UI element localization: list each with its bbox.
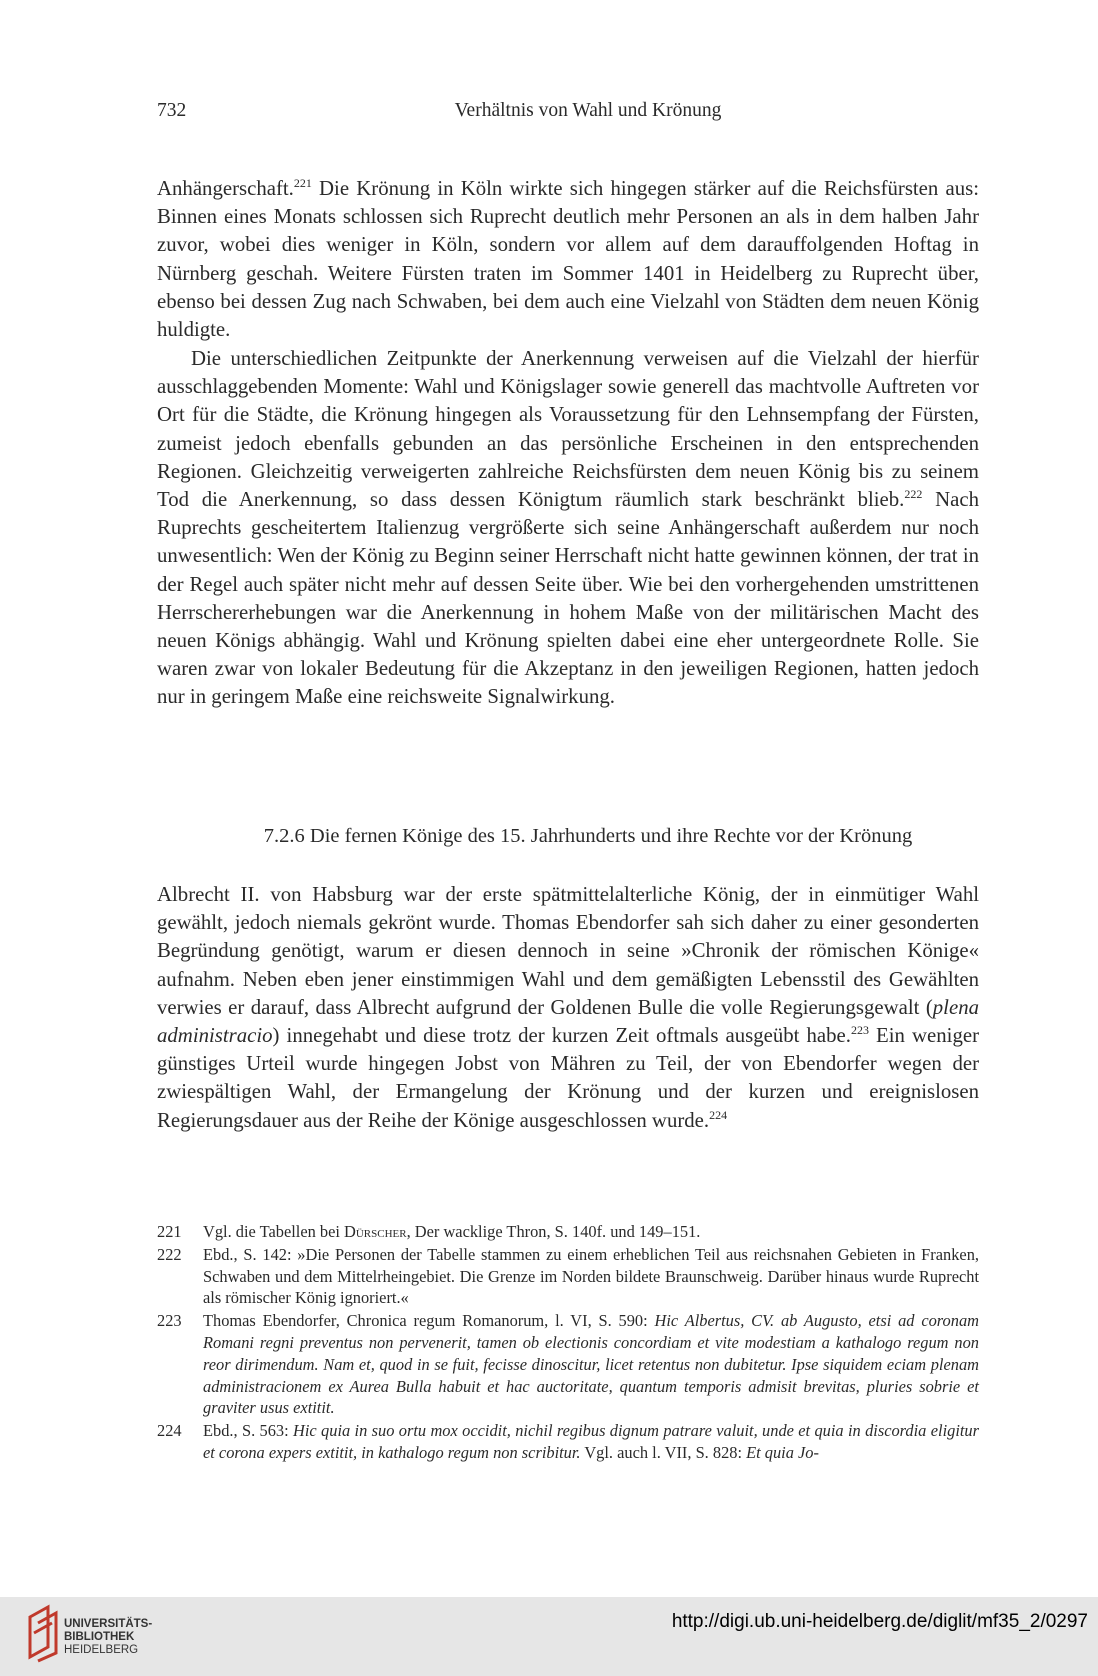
footer-bar xyxy=(0,1597,1098,1676)
footnote-ref-221[interactable]: 221 xyxy=(293,176,312,191)
footnote-224: 224 Ebd., S. 563: Hic quia in suo ortu mox occidit, nichil regibus dignum patrare valuit, unde et quia in discordia eligitur et corona expers extitit, in kathalogo regum non scribitur. Vgl. auch l. VII, S. 828: Et quia Jo- xyxy=(157,1421,979,1462)
footnote-number: 221 xyxy=(157,1222,182,1241)
footnote-ref-222[interactable]: 222 xyxy=(904,487,923,502)
footnote-221: 221 Vgl. die Tabellen bei Dürscher, Der wacklige Thron, S. 140f. und 149–151. xyxy=(157,1222,701,1241)
footnote-ref-223[interactable]: 223 xyxy=(850,1023,869,1038)
footnote-number: 224 xyxy=(157,1421,182,1441)
page-number: 732 xyxy=(157,100,187,121)
page-header xyxy=(157,100,979,132)
footnote-223: 223 Thomas Ebendorfer, Chronica regum Romanorum, l. VI, S. 590: Hic Albertus, CV. ab Augusto, etsi ad coronam Romani regni preventus non pervenerit, tamen ob electionis concordiam et vite modestiam a kathalogo regum non reor dirimendum. Nam et, quod in se fuit, fecisse dinoscitur, licet retentus non dubitetur. Ipse siquidem eciam plenam administracionem ex Aurea Bulla habuit et hac auctoritate, quantum temporis admisit brevitas, pluries sobrie et graviter usus extitit. xyxy=(157,1311,979,1418)
footnote-number: 222 xyxy=(157,1244,182,1264)
paragraph-2: Die unterschiedlichen Zeitpunkte der Anerkennung verweisen auf die Vielzahl der hierfür ausschlaggebenden Momente: Wahl und Königslager sowie generell das machtvolle Auftreten vor Ort für die Städte, die Krönung hingegen als Voraussetzung für den Lehnsempfang der Fürsten, zumeist jedoch ebenfalls gebunden an das persönliche Erscheinen in den entsprechenden Regionen. Gleichzeitig verweigerten zahlreiche Reichsfürsten dem neuen König bis zu seinem Tod die Anerkennung, so dass dessen Königtum räumlich stark beschränkt blieb.$^{222}$ Nach Ruprechts gescheitertem Italienzug vergrößerte sich seine Anhängerschaft außerdem nur noch unwesentlich: Wen der König zu Beginn seiner Herrschaft nicht hatte gewinnen können, der trat in der Regel auch später nicht mehr auf dessen Seite über. Wie bei den vorhergehenden umstrittenen Herrschererhebungen war die Anerkennung in hohem Maße von der militärischen Macht des neuen Königs abhängig. Wahl und Krönung spielten dabei eine eher untergeordnete Rolle. Sie waren zwar von lokaler Bedeutung für die Akzeptanz in den jeweiligen Regionen, hatten jedoch nur in geringem Maße eine reichsweite Signalwirkung. xyxy=(157,347,980,709)
paragraph-3: Albrecht II. von Habsburg war der erste spätmittelalterliche König, der in einmütiger Wahl gewählt, jedoch niemals gekrönt wurde. Thomas Ebendorfer sah sich daher zu einer gesonderten Begründung genötigt, warum er diesen dennoch in seine »Chronik der römischen Könige« aufnahm. Neben eben jener einstimmigen Wahl und dem gemäßigten Lebensstil des Gewählten verwies er darauf, dass Albrecht aufgrund der Goldenen Bulle die volle Regierungsgewalt (plena administracio) innegehabt und diese trotz der kurzen Zeit oftmals ausgeübt habe.$^{223}$ Ein weniger günstiges Urteil wurde hingegen Jobst von Mähren zu Teil, der von Ebendorfer wegen der zwiespältigen Wahl, der Ermangelung der Krönung und der kurzen und ereignislosen Regierungsdauer aus der Reihe der Könige ausgeschlossen wurde.$^{224}$ xyxy=(157,883,979,1132)
library-name: UNIVERSITÄTS- BIBLIOTHEK HEIDELBERG xyxy=(64,1618,153,1656)
footnote-number: 223 xyxy=(157,1311,182,1331)
section-heading: 7.2.6 Die fernen Könige des 15. Jahrhunderts und ihre Rechte vor der Krönung xyxy=(263,825,913,847)
running-title: Verhältnis von Wahl und Krönung xyxy=(454,100,722,121)
footnotes xyxy=(157,1221,979,1465)
library-logo-icon xyxy=(26,1603,64,1663)
paragraph-1: Anhängerschaft.$^{221}$ Die Krönung in Köln wirkte sich hingegen stärker auf die Reichsfürsten aus: Binnen eines Monats schlossen sich Ruprecht deutlich mehr Personen an als in dem halben Jahr zuvor, wobei dies weniger in Köln, sondern vor allem auf dem darauffolgenden Hoftag in Nürnberg geschah. Weitere Fürsten traten im Sommer 1401 in Heidelberg zu Ruprecht über, ebenso bei dessen Zug nach Schwaben, bei dem auch eine Vielzahl von Städten dem neuen König huldigte. xyxy=(157,176,979,342)
footnote-ref-224[interactable]: 224 xyxy=(709,1107,728,1122)
footnote-222: 222 Ebd., S. 142: »Die Personen der Tabelle stammen zu einem erheblichen Teil aus reichsnahen Gebieten in Franken, Schwaben und dem Mittelrheingebiet. Die Grenze im Norden bildete Braunschweig. Darüber hinaus wurde Ruprecht als römischer König ignoriert.« xyxy=(157,1244,979,1308)
permalink-url[interactable]: http://digi.ub.uni-heidelberg.de/diglit/mf35_2/0297 xyxy=(671,1611,1088,1632)
